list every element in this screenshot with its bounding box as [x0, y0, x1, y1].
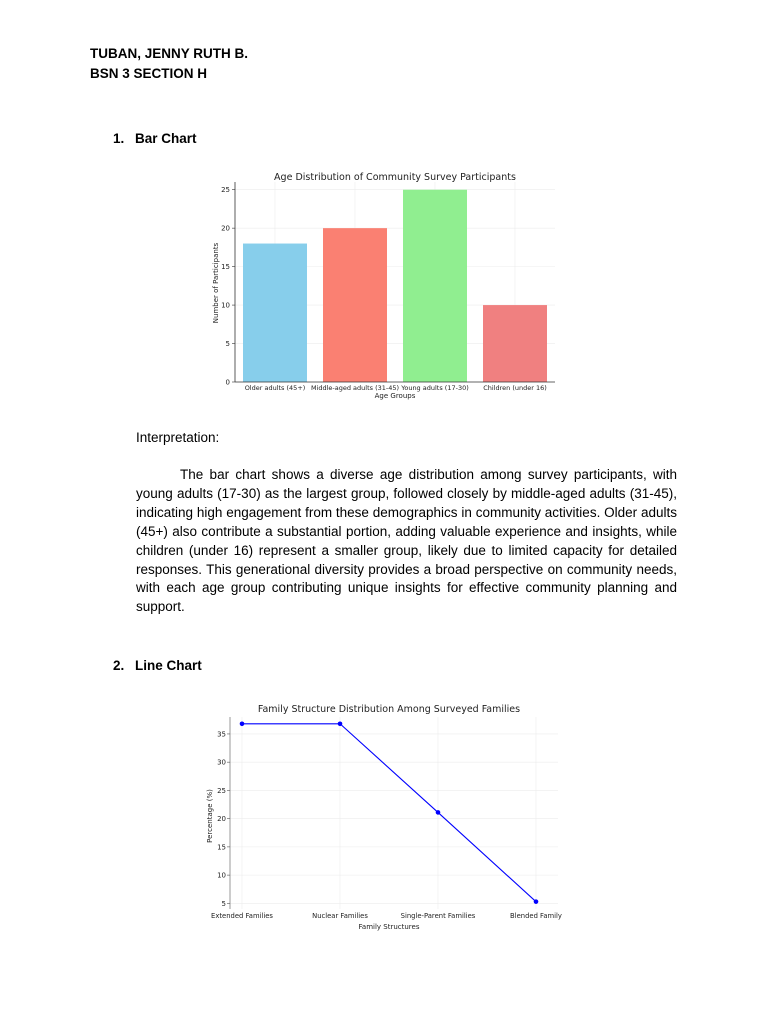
y-tick-label: 10	[221, 301, 230, 310]
chart-title: Family Structure Distribution Among Surveyed Families	[257, 704, 521, 715]
y-tick-label: 25	[221, 186, 230, 195]
y-tick-label: 25	[217, 786, 226, 795]
x-tick-label: Young adults (17-30)	[401, 384, 469, 392]
section-heading-line-chart	[113, 658, 202, 673]
section-heading-bar-chart	[113, 131, 197, 146]
bar	[323, 228, 387, 382]
y-tick-label: 20	[217, 815, 226, 824]
y-tick-label: 5	[221, 899, 226, 908]
y-axis-label: Percentage (%)	[206, 789, 214, 843]
x-axis-label: Age Groups	[374, 392, 416, 400]
interpretation-text: The bar chart shows a diverse age distribution among survey participants, with young adults (17-30) as the largest group, followed closely by middle-aged adults (31-45), indicating high engagement from these demographics in community activities. Older adults (45+) also contribute a substantial portion, adding valuable experience and insights, while children (under 16) represent a smaller group, likely due to limited capacity for detailed responses. This generational diversity provides a broad perspective on community needs, with each age group contributing unique insights for effective community planning and support.	[136, 467, 677, 615]
bar	[483, 305, 547, 382]
student-section: BSN 3 SECTION H	[90, 66, 208, 81]
x-tick-label: Extended Families	[211, 912, 273, 920]
section-number: 1.	[113, 131, 125, 146]
data-point	[534, 899, 539, 904]
x-tick-label: Older adults (45+)	[244, 384, 306, 392]
bar	[243, 244, 307, 382]
line-chart	[202, 697, 564, 935]
y-tick-label: 20	[221, 224, 230, 233]
y-tick-label: 0	[225, 378, 230, 387]
y-tick-label: 5	[225, 340, 230, 349]
y-tick-label: 30	[217, 758, 226, 767]
x-axis-label: Family Structures	[358, 923, 420, 931]
y-tick-label: 35	[217, 730, 226, 739]
x-tick-label: Nuclear Families	[312, 912, 368, 920]
interpretation-label: Interpretation:	[136, 430, 220, 445]
bar	[403, 190, 467, 382]
y-tick-label: 10	[217, 871, 226, 880]
y-tick-label: 15	[221, 263, 230, 272]
y-tick-label: 15	[217, 843, 226, 852]
chart-title: Age Distribution of Community Survey Participants	[274, 172, 516, 183]
document-header	[90, 44, 248, 84]
student-name: TUBAN, JENNY RUTH B.	[90, 46, 249, 61]
x-tick-label: Single-Parent Families	[400, 912, 476, 920]
bar-chart	[205, 162, 562, 404]
section-title: Line Chart	[135, 658, 202, 673]
data-point	[436, 810, 441, 815]
data-point	[240, 721, 245, 726]
section-title: Bar Chart	[135, 131, 197, 146]
data-point	[338, 721, 343, 726]
section-number: 2.	[113, 658, 125, 673]
y-axis-label: Number of Participants	[212, 242, 220, 324]
x-tick-label: Middle-aged adults (31-45)	[310, 384, 400, 392]
x-tick-label: Children (under 16)	[483, 384, 547, 392]
x-tick-label: Blended Family	[510, 912, 562, 920]
